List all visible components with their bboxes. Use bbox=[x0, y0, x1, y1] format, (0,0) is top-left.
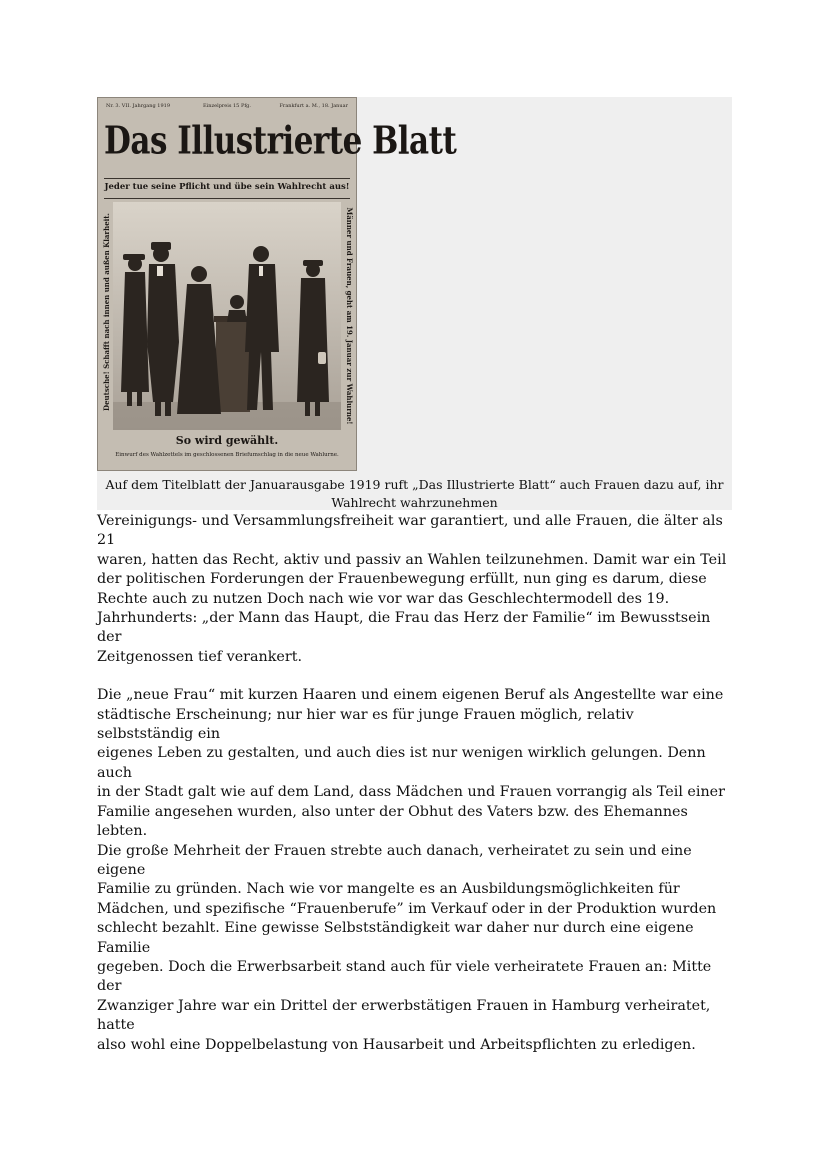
body-paragraph-1: Vereinigungs- und Versammlungsfreiheit war garantiert, und alle Frauen, die älter als 21 waren, hatten das Recht, aktiv und passiv an Wahlen teilzunehmen. Damit war ein Teil der politischen Forderungen der Frauenbewegung erfüllt, nun ging es darum, diese Rechte auch zu nutzen Doch nach wie vor war das Geschlechtermodell des 19. Jahrhunderts: „der Mann das Haupt, die Frau das Herz der Familie“ im Bewusstsein der Zeitgenossen tief verankert. bbox=[97, 513, 727, 665]
voting-scene-photo bbox=[113, 202, 341, 430]
cover-caption-main: So wird gewählt. bbox=[175, 434, 279, 447]
figure-container bbox=[97, 97, 732, 510]
cover-masthead: Das Illustrierte Blatt bbox=[104, 118, 457, 164]
cover-slogan: Jeder tue seine Pflicht und übe sein Wahlrecht aus! bbox=[104, 182, 350, 192]
cover-side-text-right: Männer und Frauen, geht am 19. Januar zur Wahlurne! bbox=[345, 207, 354, 425]
body-paragraph-2: Die „neue Frau“ mit kurzen Haaren und einem eigenen Beruf als Angestellte war eine städtische Erscheinung; nur hier war es für junge Frauen möglich, relativ selbstständig ein eigenes Leben zu gestalten, und auch dies ist nur wenigen wirklich gelungen. Denn auch in der Stadt galt wie auf dem Land, dass Mädchen und Frauen vorrangig als Teil einer Familie angesehen wurden, also unter der Obhut des Vaters bzw. des Ehemannes lebten. Die große Mehrheit der Frauen strebte auch danach, verheiratet zu sein und eine eigene Familie zu gründen. Nach wie vor mangelte es an Ausbildungsmöglichkeiten für Mädchen, und spezifische “Frauenberufe” im Verkauf oder in der Produktion wurden schlecht bezahlt. Eine gewisse Selbstständigkeit war daher nur durch eine eigene Familie gegeben. Doch die Erwerbsarbeit stand auch für viele verheiratete Frauen an: Mitte der Zwanziger Jahre war ein Drittel der erwerbstätigen Frauen in Hamburg verheiratet, hatte also wohl eine Doppelbelastung von Hausarbeit und Arbeitspflichten zu erledigen. bbox=[97, 687, 725, 1053]
figure-caption: Auf dem Titelblatt der Januarausgabe 1919 ruft „Das Illustrierte Blatt“ auch Frauen dazu auf, ihr Wahlrecht wahrzunehmen bbox=[105, 477, 724, 510]
cover-date: Frankfurt a. M., 18. Januar bbox=[279, 103, 348, 109]
cover-rule bbox=[104, 178, 350, 179]
cover-caption-sub: Einwurf des Wahlzettels im geschlossenen Briefumschlag in die neue Wahlurne. bbox=[115, 452, 339, 458]
magazine-cover-image bbox=[97, 97, 457, 471]
cover-issue-info: Nr. 3. VII. Jahrgang 1919 bbox=[106, 103, 171, 109]
cover-rule bbox=[104, 198, 350, 199]
cover-side-text-left: Deutsche! Schafft nach innen und außen Klarheit. bbox=[102, 213, 111, 411]
body-text bbox=[97, 512, 729, 1055]
cover-price: Einzelpreis 15 Pfg. bbox=[203, 103, 251, 109]
